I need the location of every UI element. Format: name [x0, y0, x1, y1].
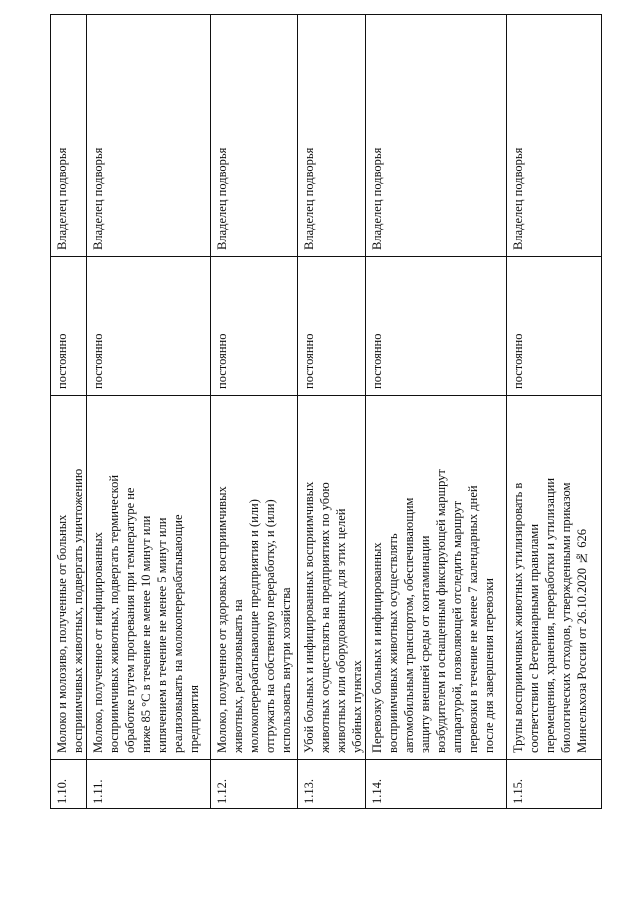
- row-number-cell: 1.10.: [55, 779, 69, 804]
- period-cell: постоянно: [211, 257, 297, 396]
- row-number-cell: 1.11.: [91, 779, 105, 804]
- row-number-cell: 1.12.: [215, 779, 229, 804]
- responsible-cell: Владелец подворья: [507, 15, 601, 257]
- table-row: [87, 15, 211, 808]
- responsible-cell: Владелец подворья: [87, 15, 210, 257]
- measure-text-cell: Молоко и молозиво, полученные от больных восприимчивых животных, подвергать уничтожению: [51, 396, 86, 760]
- measure-text-cell: Молоко, полученное от инфицированных восприимчивых животных, подвергать термической обработке путем прогревания при температуре не ниже 85 °C в течение не менее 10 минут или кипячением в течение не менее 5 минут или реализовывать на молокоперерабатывающие предприятия: [87, 396, 210, 760]
- measures-table: [50, 14, 602, 809]
- measure-text-cell: Убой больных и инфицированных восприимчивых животных осуществлять на предприятиях по убою животных или оборудованных для этих целей убойных пунктах: [298, 396, 365, 760]
- row-number-cell: 1.13.: [302, 779, 316, 804]
- measure-text-cell: Перевозку больных и инфицированных восприимчивых животных осуществлять автомобильным транспортом, обеспечивающим защиту внешней среды от контаминации возбудителем и оснащенным фиксирующей маршрут аппаратурой, позволяющей отследить маршрут перевозки в течение не менее 7 календарных дней после дня завершения перевозки: [366, 396, 506, 760]
- row-number-cell: 1.15.: [511, 779, 525, 804]
- table-row: [507, 15, 601, 808]
- responsible-cell: Владелец подворья: [51, 15, 86, 257]
- table-row: [211, 15, 298, 808]
- period-cell: постоянно: [51, 257, 86, 396]
- responsible-cell: Владелец подворья: [366, 15, 506, 257]
- table-row: [51, 15, 87, 808]
- period-cell: постоянно: [298, 257, 365, 396]
- table-row: [366, 15, 507, 808]
- period-cell: постоянно: [366, 257, 506, 396]
- period-cell: постоянно: [507, 257, 601, 396]
- responsible-cell: Владелец подворья: [211, 15, 297, 257]
- period-cell: постоянно: [87, 257, 210, 396]
- measure-text-cell: Молоко, полученное от здоровых восприимчивых животных, реализовывать на молокоперерабатывающие предприятия и (или) отгружать на собственную переработку, и (или) использовать внутри хозяйства: [211, 396, 297, 760]
- responsible-cell: Владелец подворья: [298, 15, 365, 257]
- row-number-cell: 1.14.: [370, 779, 384, 804]
- measure-text-cell: Трупы восприимчивых животных утилизировать в соответствии с Ветеринарными правилами перемещения, хранения, переработки и утилизации биологических отходов, утвержденными приказом Минсельхоза России от 26.10.2020 № 626: [507, 396, 601, 760]
- table-row: [298, 15, 366, 808]
